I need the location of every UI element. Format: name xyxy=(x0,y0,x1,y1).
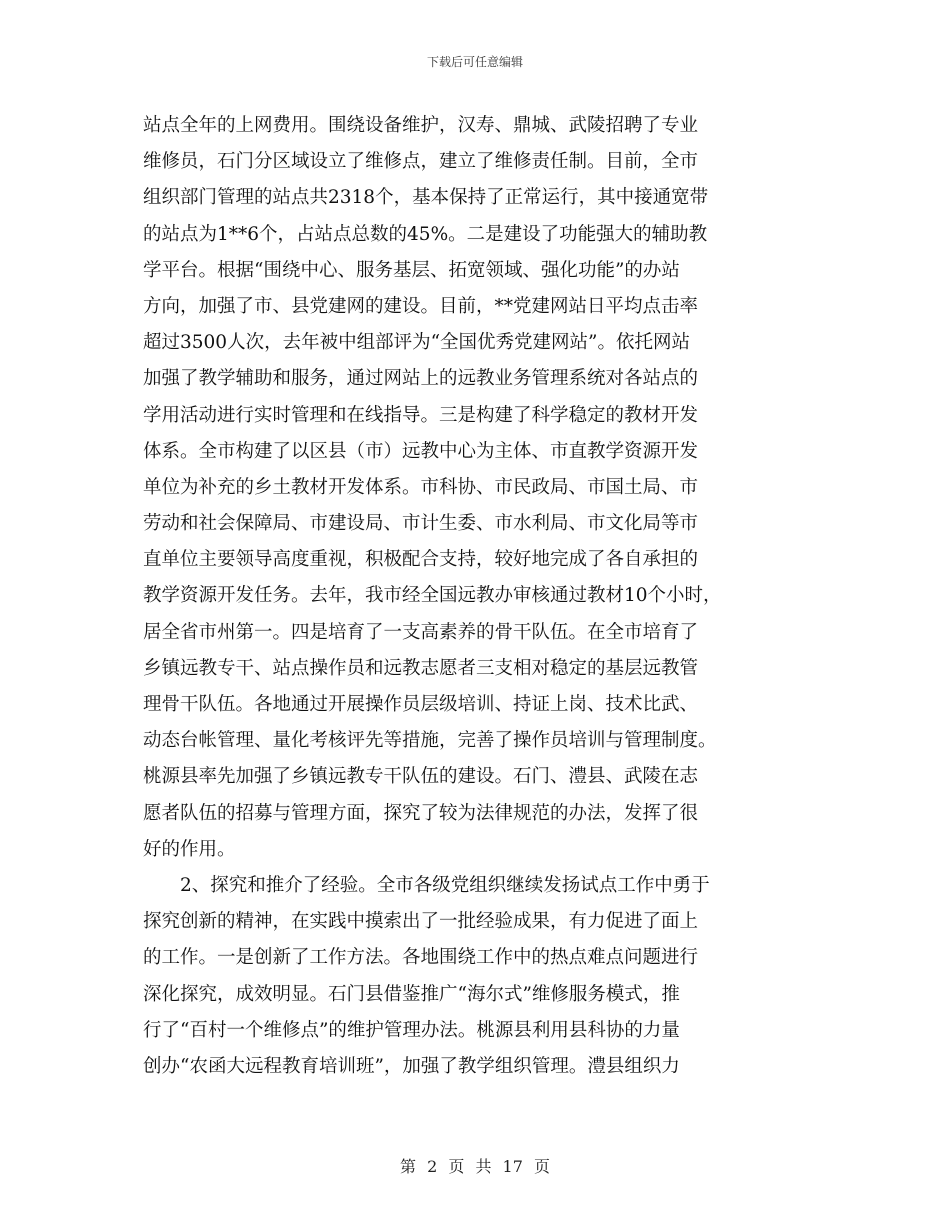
text-line: 的工作。一是创新了工作方法。各地围绕工作中的热点难点问题进行 xyxy=(143,947,699,969)
text-line: 理骨干队伍。各地通过开展操作员层级培训、持证上岗、技术比武、 xyxy=(143,694,699,715)
text-line: 乡镇远教专干、站点操作员和远教志愿者三支相对稳定的基层远教管 xyxy=(143,657,699,679)
text-line: 加强了教学辅助和服务，通过网站上的远教业务管理系统对各站点的 xyxy=(143,368,699,390)
document-body xyxy=(143,108,813,1085)
text-line: 教学资源开发任务。去年，我市经全国远教办审核通过教材10个小时， xyxy=(143,585,722,607)
text-line: 2、探究和推介了经验。全市各级党组织继续发扬试点工作中勇于 xyxy=(143,874,710,896)
text-line: 直单位主要领导高度重视，积极配合支持，较好地完成了各自承担的 xyxy=(143,549,699,571)
page-header: 下载后可任意编辑 xyxy=(426,55,523,69)
page-footer: 第 2 页 共 17 页 xyxy=(400,1157,550,1176)
text-line: 探究创新的精神，在实践中摸索出了一批经验成果，有力促进了面上 xyxy=(143,911,699,933)
text-line: 好的作用。 xyxy=(143,838,236,860)
text-line: 的站点为1**6个，占站点总数的45%。二是建设了功能强大的辅助教 xyxy=(143,223,708,245)
text-line: 学用活动进行实时管理和在线指导。三是构建了科学稳定的教材开发 xyxy=(143,404,699,426)
text-line: 创办“农函大远程教育培训班”，加强了教学组织管理。澧县组织力 xyxy=(143,1055,680,1077)
text-line: 体系。全市构建了以区县（市）远教中心为主体、市直教学资源开发 xyxy=(143,440,699,462)
text-line: 居全省市州第一。四是培育了一支高素养的骨干队伍。在全市培育了 xyxy=(143,621,699,643)
text-line: 单位为补充的乡土教材开发体系。市科协、市民政局、市国土局、市 xyxy=(143,476,699,498)
text-line: 深化探究，成效明显。石门县借鉴推广“海尔式”维修服务模式，推 xyxy=(143,983,680,1005)
text-line: 超过3500人次，去年被中组部评为“全国优秀党建网站”。依托网站 xyxy=(143,332,690,354)
text-line: 桃源县率先加强了乡镇远教专干队伍的建设。石门、澧县、武陵在志 xyxy=(143,766,699,788)
text-line: 组织部门管理的站点共2318个，基本保持了正常运行，其中接通宽带 xyxy=(143,187,709,209)
text-line: 学平台。根据“围绕中心、服务基层、拓宽领域、强化功能”的办站 xyxy=(143,259,680,281)
text-line: 愿者队伍的招募与管理方面，探究了较为法律规范的办法，发挥了很 xyxy=(143,802,699,824)
text-line: 站点全年的上网费用。围绕设备维护，汉寿、鼎城、武陵招聘了专业 xyxy=(143,115,699,136)
text-line: 劳动和社会保障局、市建设局、市计生委、市水利局、市文化局等市 xyxy=(143,513,699,535)
text-line: 方向，加强了市、县党建网的建设。目前，**党建网站日平均点击率 xyxy=(143,295,699,317)
text-line: 行了“百村一个维修点”的维护管理办法。桃源县利用县科协的力量 xyxy=(143,1019,680,1041)
text-line: 动态台帐管理、量化考核评先等措施，完善了操作员培训与管理制度。 xyxy=(143,730,717,752)
text-line: 维修员，石门分区域设立了维修点，建立了维修责任制。目前，全市 xyxy=(143,151,699,173)
